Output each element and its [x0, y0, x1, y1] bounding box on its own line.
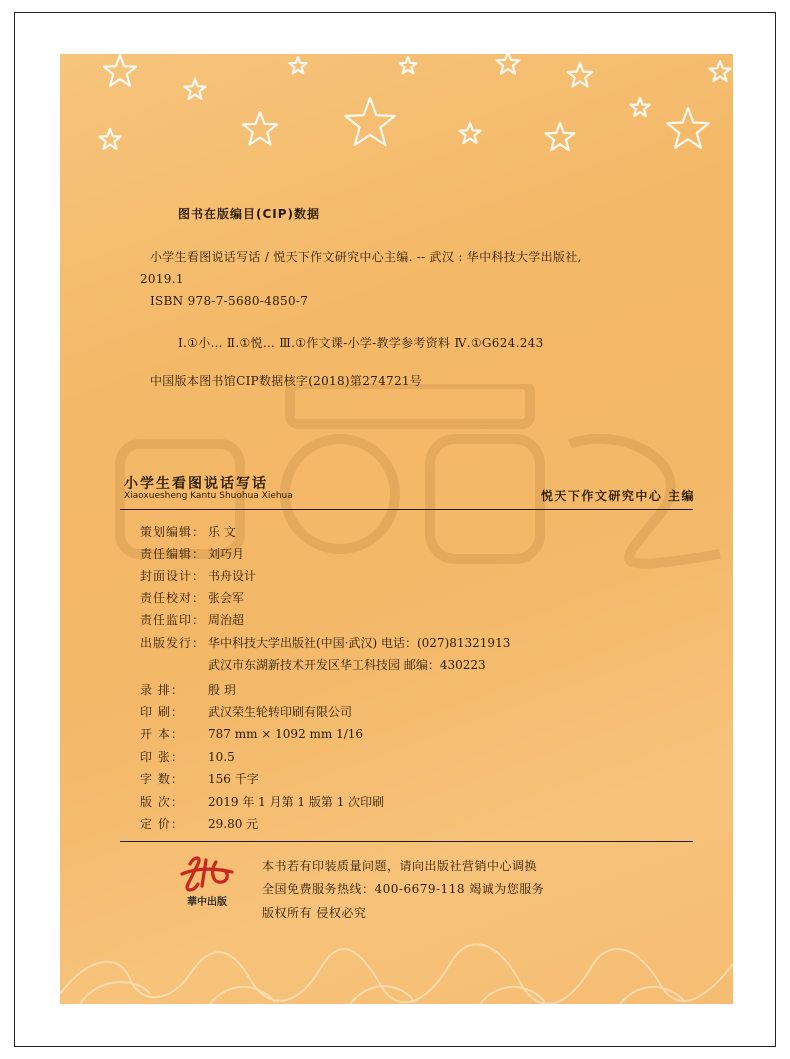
credit-value: 2019 年 1 月第 1 版第 1 次印刷: [208, 795, 385, 809]
credit-value: 华中科技大学出版社(中国·武汉) 电话：(027)81321913: [208, 636, 511, 650]
copyright-notice: 版权所有 侵权必究: [262, 906, 367, 920]
credit-value: 周治超: [208, 613, 245, 627]
credit-label: 印 刷：: [140, 705, 184, 719]
credit-value: 29.80 元: [208, 817, 259, 831]
credit-value: 殷 玥: [208, 683, 236, 697]
cip-heading: 图书在版编目(CIP)数据: [178, 207, 321, 221]
credit-value: 787 mm × 1092 mm 1/16: [208, 727, 364, 741]
book-title: 小学生看图说话写话: [124, 476, 268, 492]
credit-label: 责任监印：: [140, 613, 206, 627]
star-icon: [185, 79, 206, 99]
credit-row: [140, 589, 244, 606]
publisher-logo: [176, 850, 238, 912]
credit-value: 武汉市东湖新技术开发区华工科技园 邮编：430223: [208, 658, 486, 672]
credit-value: 10.5: [208, 750, 235, 764]
credit-row: [140, 523, 236, 540]
credit-row: [140, 681, 236, 698]
credit-label: 封面设计：: [140, 569, 206, 583]
cip-title-line: 小学生看图说话写话 / 悦天下作文研究中心主编. -- 武汉 : 华中科技大学出版社,: [150, 250, 582, 264]
star-icon: [104, 55, 136, 86]
star-icon: [289, 57, 306, 73]
credit-label: 印 张：: [140, 750, 184, 764]
credit-row: [140, 793, 384, 810]
credit-row: [140, 545, 244, 562]
publisher-logo-caption: 華中出版: [187, 897, 227, 908]
swirl-decoration: [60, 934, 733, 1004]
credit-row: [140, 725, 363, 742]
star-icon: [568, 63, 593, 87]
stars-decoration: [60, 54, 733, 174]
credit-label: 出版发行：: [140, 636, 206, 650]
cip-date-line: 2019.1: [140, 272, 184, 286]
credit-label: 策划编辑：: [140, 525, 206, 539]
credit-label: 开 本：: [140, 727, 184, 741]
credit-value: 乐 文: [208, 525, 236, 539]
credit-value: 书舟设计: [208, 569, 257, 583]
star-icon: [497, 54, 520, 74]
credit-row: [140, 703, 352, 720]
credit-row: [140, 770, 259, 787]
credit-row: [140, 567, 256, 584]
book-pinyin: Xiaoxuesheng Kantu Shuohua Xiehua: [124, 491, 293, 501]
star-icon: [667, 108, 709, 148]
credit-label: 录 排：: [140, 683, 184, 697]
service-hotline: 全国免费服务热线：400-6679-118 竭诚为您服务: [262, 882, 545, 896]
credit-value: 156 千字: [208, 772, 259, 786]
star-icon: [460, 123, 481, 143]
credit-value: 武汉荣生轮转印刷有限公司: [208, 705, 353, 719]
credit-label: 字 数：: [140, 772, 184, 786]
credit-label: 责任校对：: [140, 591, 206, 605]
star-icon: [399, 57, 416, 73]
star-icon: [243, 112, 277, 145]
credit-label: 定 价：: [140, 817, 184, 831]
cip-record-number: 中国版本图书馆CIP数据核字(2018)第274721号: [150, 374, 423, 388]
copyright-page: [60, 54, 733, 1004]
divider-bottom: [120, 841, 693, 842]
quality-notice: 本书若有印装质量问题，请向出版社营销中心调换: [262, 859, 538, 873]
cip-isbn: ISBN 978-7-5680-4850-7: [150, 294, 309, 308]
credit-label: 版 次：: [140, 795, 184, 809]
star-icon: [345, 98, 394, 145]
divider-top: [120, 509, 693, 510]
star-icon: [631, 98, 650, 116]
credit-row: [140, 815, 258, 832]
credit-row: [140, 656, 486, 673]
credit-row: [140, 611, 244, 628]
star-icon: [100, 129, 121, 149]
star-icon: [546, 123, 575, 150]
credit-row: [140, 748, 235, 765]
cip-classification: Ⅰ.①小… Ⅱ.①悦… Ⅲ.①作文课-小学-教学参考资料 Ⅳ.①G624.243: [178, 336, 544, 350]
credit-row: [140, 634, 510, 651]
star-icon: [710, 61, 731, 81]
credit-label: 责任编辑：: [140, 547, 206, 561]
credit-value: 张会军: [208, 591, 245, 605]
credit-value: 刘巧月: [208, 547, 245, 561]
book-editor: 悦天下作文研究中心 主编: [540, 489, 695, 503]
